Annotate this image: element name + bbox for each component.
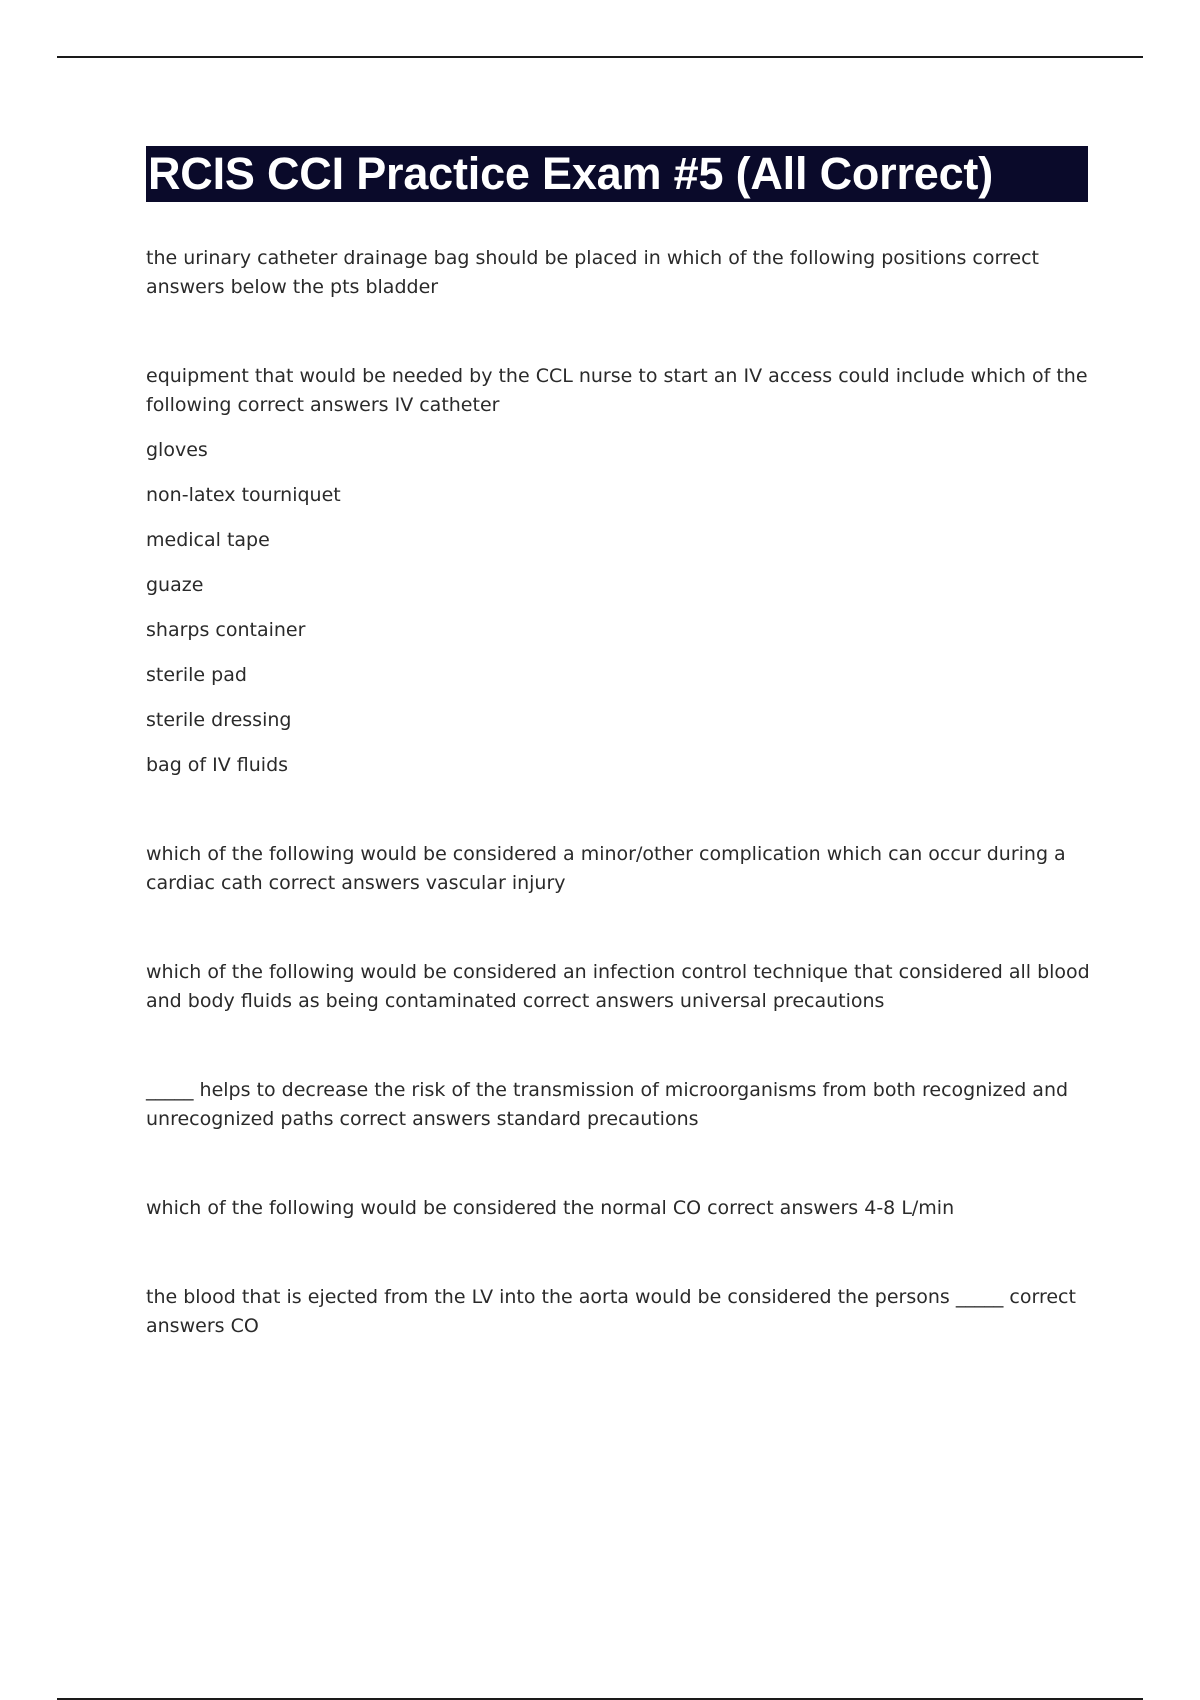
question-text: which of the following would be considered an infection control technique that considered all blood and body fluids as being contaminated correct answers universal precautions (146, 961, 1090, 1012)
question-text: the urinary catheter drainage bag should be placed in which of the following positions correct answers below the pts bladder (146, 247, 1039, 298)
document-body (146, 244, 1096, 1341)
list-item: bag of IV fluids (146, 754, 289, 776)
question-text: which of the following would be considered a minor/other complication which can occur during a cardiac cath correct answers vascular injury (146, 843, 1066, 894)
list-item: medical tape (146, 529, 270, 551)
list-item: sterile pad (146, 664, 247, 686)
list-item: gloves (146, 439, 208, 461)
list-item: sharps container (146, 619, 306, 641)
answer-list (146, 436, 1096, 780)
question-text: which of the following would be considered the normal CO correct answers 4-8 L/min (146, 1197, 955, 1219)
question-answer-1 (146, 244, 1096, 302)
question-text: the blood that is ejected from the LV into the aorta would be considered the persons _____ correct answers CO (146, 1286, 1076, 1337)
question-text: equipment that would be needed by the CCL nurse to start an IV access could include which of the following correct answers IV catheter (146, 365, 1088, 416)
question-answer-2 (146, 362, 1096, 780)
top-rule (57, 56, 1143, 58)
list-item: sterile dressing (146, 709, 292, 731)
question-answer-5 (146, 1076, 1096, 1134)
list-item: non-latex tourniquet (146, 484, 341, 506)
question-answer-4 (146, 958, 1096, 1016)
page-title: RCIS CCI Practice Exam #5 (All Correct) (148, 148, 994, 199)
title-banner (146, 146, 1088, 202)
list-item: guaze (146, 574, 204, 596)
question-answer-3 (146, 840, 1096, 898)
question-answer-7 (146, 1283, 1096, 1341)
question-answer-6 (146, 1194, 1096, 1223)
question-text: _____ helps to decrease the risk of the transmission of microorganisms from both recognized and unrecognized paths correct answers standard precautions (146, 1079, 1069, 1130)
